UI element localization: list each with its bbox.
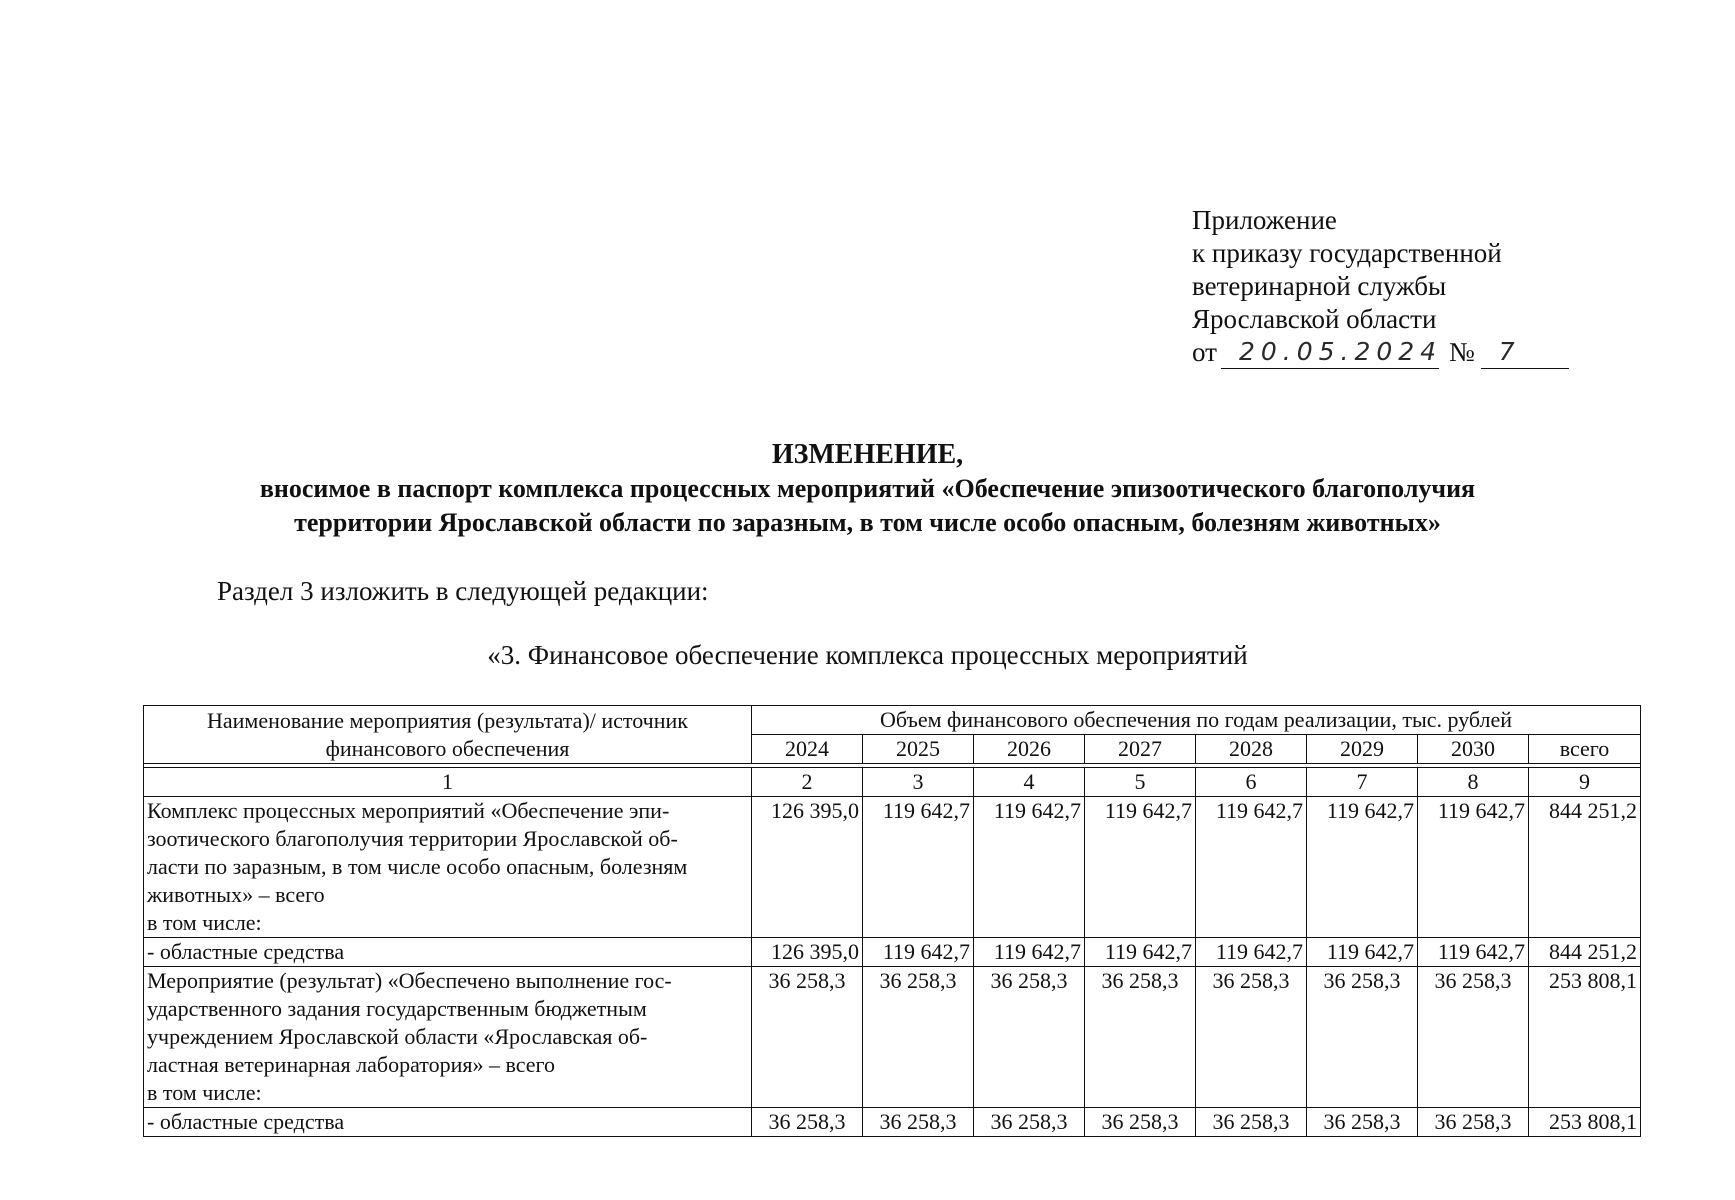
value-cell: 119 642,7 (1085, 797, 1196, 938)
row-name-line: - областные средства (147, 939, 345, 964)
title-sub-line: территории Ярославской области по заразным, в том числе особо опасным, болезням животных» (294, 508, 1441, 537)
financing-table (143, 705, 1641, 1137)
appendix-line: Ярославской области (1192, 304, 1437, 334)
value-cell: 36 258,3 (1307, 967, 1418, 1108)
number-blank (1481, 338, 1569, 369)
table-row (144, 1108, 1641, 1137)
value-cell: 36 258,3 (1418, 1108, 1529, 1137)
number-label: № (1448, 337, 1475, 367)
value-cell: 36 258,3 (752, 967, 863, 1108)
value-cell: 119 642,7 (974, 797, 1085, 938)
value-cell: 119 642,7 (1418, 938, 1529, 967)
title-sub-line: вносимое в паспорт комплекса процессных мероприятий «Обеспечение эпизоотического благополучия (259, 474, 1476, 503)
value-cell: 119 642,7 (863, 797, 974, 938)
value-cell: 36 258,3 (1085, 967, 1196, 1108)
row-name-line: ластная ветеринарная лаборатория» – всего (147, 1052, 556, 1077)
value-cell: 36 258,3 (1307, 1108, 1418, 1137)
year-header: 2026 (974, 735, 1085, 764)
appendix-line: Приложение (1192, 205, 1337, 235)
table-row (144, 967, 1641, 1108)
appendix-line: к приказу государственной (1192, 238, 1502, 268)
index-cell: 8 (1418, 768, 1529, 797)
value-cell: 36 258,3 (1418, 967, 1529, 1108)
appendix-line: ветеринарной службы (1192, 271, 1447, 301)
row-name-line: - областные средства (147, 1109, 345, 1134)
year-header: 2028 (1196, 735, 1307, 764)
index-cell: 4 (974, 768, 1085, 797)
value-cell: 119 642,7 (1196, 797, 1307, 938)
index-cell: 7 (1307, 768, 1418, 797)
value-cell: 36 258,3 (863, 1108, 974, 1137)
row-name-line: животных» – всего (147, 882, 325, 907)
total-header: всего (1529, 735, 1641, 764)
index-row (144, 768, 1641, 797)
year-header: 2025 (863, 735, 974, 764)
row-name-line: зоотического благополучия территории Ярославской об- (147, 826, 678, 851)
value-cell: 36 258,3 (974, 967, 1085, 1108)
row-name-cell (144, 967, 752, 1108)
value-cell: 119 642,7 (1196, 938, 1307, 967)
value-cell: 119 642,7 (974, 938, 1085, 967)
value-cell: 36 258,3 (1196, 1108, 1307, 1137)
value-cell: 36 258,3 (752, 1108, 863, 1137)
header-volume-cell: Объем финансового обеспечения по годам реализации, тыс. рублей (752, 706, 1641, 735)
value-cell: 119 642,7 (863, 938, 974, 967)
handwritten-date: 20.05.2024 (1238, 337, 1443, 366)
table-row (144, 938, 1641, 967)
row-name-line: Мероприятие (результат) «Обеспечено выполнение гос- (147, 968, 672, 993)
year-header: 2024 (752, 735, 863, 764)
total-cell: 253 808,1 (1529, 967, 1641, 1108)
header-row (144, 706, 1641, 735)
value-cell: 126 395,0 (752, 797, 863, 938)
row-name-line: ласти по заразным, в том числе особо опасным, болезням (147, 854, 688, 879)
row-name-line: в том числе: (147, 910, 262, 935)
total-cell: 253 808,1 (1529, 1108, 1641, 1137)
date-blank (1221, 337, 1443, 369)
index-cell: 3 (863, 768, 974, 797)
year-header: 2029 (1307, 735, 1418, 764)
value-cell: 119 642,7 (1085, 938, 1196, 967)
index-cell: 5 (1085, 768, 1196, 797)
handwritten-number: 7 (1498, 337, 1521, 366)
order-date-number-line (1192, 336, 1569, 369)
row-name-cell (144, 938, 752, 967)
row-name-line: Комплекс процессных мероприятий «Обеспечение эпи- (147, 798, 670, 823)
value-cell: 36 258,3 (863, 967, 974, 1108)
row-name-cell (144, 1108, 752, 1137)
section-title: «3. Финансовое обеспечение комплекса процессных мероприятий (487, 640, 1248, 670)
row-name-line: учреждением Ярославской области «Ярославская об- (147, 1024, 648, 1049)
appendix-block (1192, 204, 1569, 369)
value-cell: 119 642,7 (1307, 797, 1418, 938)
row-name-line: ударственного задания государственным бюджетным (147, 996, 647, 1021)
title-main: ИЗМЕНЕНИЕ, (771, 439, 964, 470)
index-cell: 6 (1196, 768, 1307, 797)
value-cell: 36 258,3 (1085, 1108, 1196, 1137)
from-label: от (1192, 337, 1217, 367)
index-cell: 1 (144, 768, 752, 797)
instruction-text: Раздел 3 изложить в следующей редакции: (217, 576, 709, 606)
value-cell: 36 258,3 (1196, 967, 1307, 1108)
year-header: 2030 (1418, 735, 1529, 764)
year-header: 2027 (1085, 735, 1196, 764)
row-name-line: в том числе: (147, 1080, 262, 1105)
value-cell: 36 258,3 (974, 1108, 1085, 1137)
document-title (150, 438, 1585, 540)
value-cell: 119 642,7 (1418, 797, 1529, 938)
value-cell: 119 642,7 (1307, 938, 1418, 967)
row-name-cell (144, 797, 752, 938)
total-cell: 844 251,2 (1529, 797, 1641, 938)
table-row (144, 797, 1641, 938)
total-cell: 844 251,2 (1529, 938, 1641, 967)
index-cell: 2 (752, 768, 863, 797)
header-name-cell: Наименование мероприятия (результата)/ источник финансового обеспечения (144, 706, 752, 764)
value-cell: 126 395,0 (752, 938, 863, 967)
index-cell: 9 (1529, 768, 1641, 797)
